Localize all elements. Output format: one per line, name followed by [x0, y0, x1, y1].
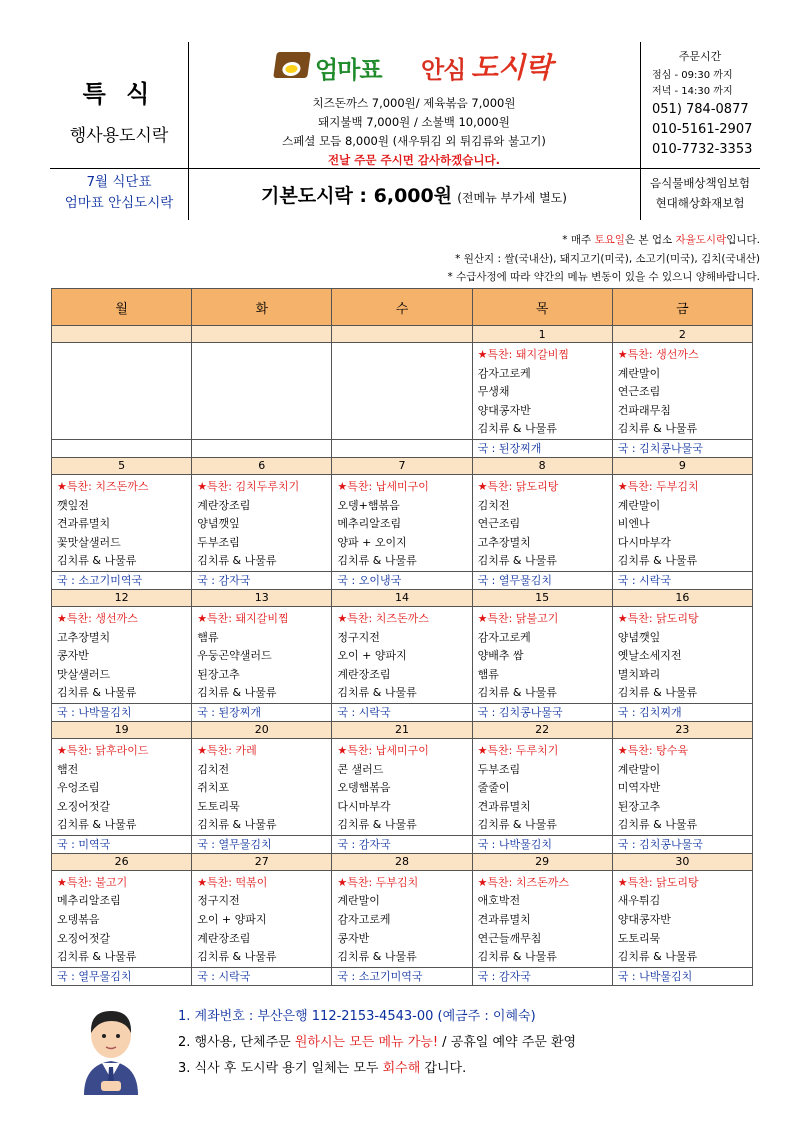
date-cell	[52, 326, 192, 343]
side-dish: 멸치꽈리	[617, 667, 661, 681]
soup-cell: 국 : 감자국	[332, 835, 472, 853]
soup-cell: 국 : 나박물김치	[472, 835, 612, 853]
side-dish: 정구지전	[197, 894, 240, 908]
menu-cell	[332, 606, 472, 703]
brand-logo	[275, 48, 565, 88]
special-dish: ★특찬: 치즈돈까스	[57, 479, 149, 493]
side-dish: 김치류 & 나물류	[617, 950, 698, 964]
special-dish: ★특찬: 돼지갈비찜	[197, 611, 289, 625]
side-dish: 콩자반	[57, 649, 89, 663]
side-dish: 양념깻잎	[197, 517, 240, 531]
date-cell: 27	[192, 853, 332, 870]
side-dish: 김치류 & 나물류	[477, 554, 557, 568]
menu-cell	[612, 474, 752, 571]
side-dish: 오뎅햄볶음	[337, 781, 391, 795]
menu-header	[50, 42, 760, 220]
soup-cell: 국 : 김치찌개	[612, 703, 752, 721]
soup-cell: 국 : 소고기미역국	[52, 571, 192, 589]
date-cell	[332, 326, 472, 343]
side-dish: 메추리알조림	[337, 517, 402, 531]
note-highlight: 자율도시락	[675, 234, 727, 246]
logo-text-1: 엄마표	[315, 56, 382, 84]
insurance-line: 음식물배상책임보험	[650, 176, 750, 190]
special-dish: ★특찬: 두부김치	[617, 479, 699, 493]
date-row	[52, 853, 753, 870]
side-dish: 오징어젓갈	[57, 931, 111, 945]
side-dish: 옛날소세지전	[617, 649, 682, 663]
side-dish: 계란장조림	[197, 931, 251, 945]
special-dish: ★특찬: 생선까스	[617, 348, 699, 361]
menu-month: 7월 식단표	[86, 174, 152, 190]
logo-text-3: 도시락	[471, 51, 553, 84]
menu-cell	[192, 738, 332, 835]
basic-price-note: (전메뉴 부가세 별도)	[457, 191, 567, 205]
menu-calendar	[51, 288, 753, 986]
side-dish: 고추장멸치	[477, 535, 531, 549]
side-dish: 김치류 & 나물류	[57, 818, 137, 832]
weekday-header: 화	[192, 289, 332, 326]
basic-price-label: 기본도시락 : 6,000원	[261, 185, 453, 207]
origin-notice: * 원산지 : 쌀(국내산), 돼지고기(미국), 소고기(미국), 김치(국내산)	[455, 252, 760, 265]
special-dish: ★특찬: 탕수육	[617, 743, 688, 757]
footer-text: 3. 식사 후 도시락 용기 일체는 모두	[178, 1061, 383, 1076]
special-dish: ★특찬: 두루치기	[477, 743, 559, 757]
menu-cell	[192, 474, 332, 571]
special-dish: ★특찬: 불고기	[57, 875, 128, 889]
side-dish: 양배추 쌈	[477, 649, 524, 663]
egg-icon	[281, 62, 301, 76]
side-dish: 메추리알조림	[57, 894, 121, 908]
special-dish: ★특찬: 떡볶이	[197, 875, 268, 889]
weekday-header: 수	[332, 289, 472, 326]
side-dish: 쥐치포	[197, 781, 230, 795]
side-dish: 김치류 & 나물류	[337, 686, 417, 700]
special-dish: ★특찬: 납세미구이	[337, 479, 429, 493]
side-dish: 김치류 & 나물류	[617, 554, 698, 568]
soup-cell: 국 : 시락국	[332, 703, 472, 721]
soup-cell: 국 : 김치콩나물국	[612, 439, 752, 457]
date-cell: 16	[612, 589, 752, 606]
footer-text: 2. 행사용, 단체주문	[178, 1035, 295, 1050]
side-dish: 고추장멸치	[57, 630, 111, 644]
special-dish: ★특찬: 닭도리탕	[617, 611, 699, 625]
logo-text-2: 안심	[421, 56, 466, 84]
side-dish: 우엉조림	[57, 781, 100, 795]
date-cell: 9	[612, 457, 752, 474]
side-dish: 감자고로케	[337, 913, 391, 927]
title-block	[50, 42, 188, 168]
note-text: * 매주	[562, 234, 595, 246]
special-dish: ★특찬: 돼지갈비찜	[477, 348, 570, 361]
special-dish: ★특찬: 닭후라이드	[57, 743, 149, 757]
soup-row	[52, 835, 753, 853]
date-cell: 5	[52, 457, 192, 474]
side-dish: 애호박전	[477, 894, 521, 908]
price-line: 치즈돈까스 7,000원/ 제육볶음 7,000원	[312, 96, 516, 110]
side-dish: 김치류 & 나물류	[197, 554, 277, 568]
date-cell: 13	[192, 589, 332, 606]
soup-cell: 국 : 김치콩나물국	[612, 835, 752, 853]
phone-number: 010-5161-2907	[652, 122, 753, 137]
footer-highlight: 원하시는 모든 메뉴 가능!	[294, 1035, 439, 1050]
side-dish: 맛살샐러드	[57, 667, 111, 681]
soup-cell: 국 : 감자국	[472, 967, 612, 985]
side-dish: 김치류 & 나물류	[197, 818, 277, 832]
weekday-header: 금	[612, 289, 752, 326]
side-dish: 김치류 & 나물류	[57, 554, 137, 568]
side-dish: 계란말이	[617, 366, 661, 380]
menu-cell	[52, 870, 192, 967]
price-list	[188, 94, 640, 170]
date-cell: 28	[332, 853, 472, 870]
weekday-header: 월	[52, 289, 192, 326]
side-dish: 김치류 & 나물류	[617, 422, 698, 436]
date-cell: 21	[332, 721, 472, 738]
soup-cell	[332, 439, 472, 457]
side-dish: 김치류 & 나물류	[337, 554, 417, 568]
side-dish: 연근조림	[617, 385, 661, 399]
soup-cell: 국 : 시락국	[612, 571, 752, 589]
soup-cell	[192, 439, 332, 457]
side-dish: 햄류	[477, 667, 499, 681]
side-dish: 정구지전	[337, 630, 380, 644]
page-title: 특 식	[82, 80, 156, 108]
brand-line: 엄마표 안심도시락	[64, 195, 174, 211]
soup-cell: 국 : 소고기미역국	[332, 967, 472, 985]
soup-cell: 국 : 열무물김치	[472, 571, 612, 589]
menu-cell	[192, 870, 332, 967]
order-time-label: 주문시간	[678, 50, 722, 63]
side-dish: 계란장조림	[197, 498, 251, 512]
soup-cell: 국 : 열무물김치	[52, 967, 192, 985]
side-dish: 도토리묵	[617, 931, 661, 945]
side-dish: 무생채	[477, 385, 510, 399]
special-dish: ★특찬: 생선까스	[57, 611, 138, 625]
group-order-note	[178, 1030, 576, 1056]
side-dish: 양념깻잎	[617, 630, 661, 644]
date-cell: 1	[472, 326, 612, 343]
soup-cell: 국 : 된장찌개	[192, 703, 332, 721]
menu-cell	[332, 870, 472, 967]
side-dish: 꽃맛살샐러드	[57, 535, 121, 549]
price-line: 스페셜 모듬 8,000원 (새우튀김 외 튀김류와 불고기)	[282, 134, 546, 148]
menu-row	[52, 870, 753, 967]
weekday-header: 목	[472, 289, 612, 326]
month-label-block	[50, 168, 188, 220]
side-dish: 양파 + 오이지	[337, 535, 407, 549]
footer-highlight: 회수해	[382, 1061, 421, 1076]
side-dish: 오이 + 양파지	[337, 649, 407, 663]
menu-row	[52, 343, 753, 440]
soup-cell: 국 : 오이냉국	[332, 571, 472, 589]
date-cell: 30	[612, 853, 752, 870]
menu-cell	[612, 738, 752, 835]
side-dish: 비엔나	[617, 517, 650, 531]
side-dish: 김치류 & 나물류	[337, 818, 417, 832]
side-dish: 오뎅+햄볶음	[337, 498, 400, 512]
menu-cell	[472, 606, 612, 703]
special-dish: ★특찬: 김치두루치기	[197, 479, 300, 493]
date-cell: 6	[192, 457, 332, 474]
date-cell: 22	[472, 721, 612, 738]
side-dish: 김치류 & 나물류	[197, 686, 277, 700]
side-dish: 계란말이	[337, 894, 380, 908]
price-line: 돼지불백 7,000원 / 소불백 10,000원	[318, 115, 510, 129]
date-cell	[192, 326, 332, 343]
note-highlight: 토요일	[594, 234, 625, 246]
soup-row	[52, 571, 753, 589]
phone-number: 010-7732-3353	[652, 142, 753, 157]
menu-cell	[332, 474, 472, 571]
side-dish: 콩자반	[337, 931, 370, 945]
side-dish: 김치류 & 나물류	[477, 686, 557, 700]
side-dish: 된장고추	[617, 799, 661, 813]
side-dish: 새우튀김	[617, 894, 661, 908]
side-dish: 김치류 & 나물류	[337, 950, 417, 964]
side-dish: 다시마부각	[337, 799, 391, 813]
side-dish: 두부조림	[477, 762, 521, 776]
date-cell: 15	[472, 589, 612, 606]
insurance-info	[640, 168, 760, 220]
side-dish: 우둥곤약샐러드	[197, 649, 272, 663]
soup-cell: 국 : 열무물김치	[192, 835, 332, 853]
soup-row	[52, 967, 753, 985]
side-dish: 견과류멸치	[477, 799, 531, 813]
date-cell: 7	[332, 457, 472, 474]
side-dish: 견과류멸치	[477, 913, 531, 927]
side-dish: 햄전	[57, 762, 79, 776]
date-cell: 12	[52, 589, 192, 606]
menu-cell	[612, 343, 752, 440]
insurance-line: 현대해상화재보험	[655, 196, 745, 210]
menu-row	[52, 606, 753, 703]
date-row	[52, 326, 753, 343]
special-dish: ★특찬: 닭도리탕	[617, 875, 699, 889]
staff-avatar-icon	[76, 1003, 146, 1095]
side-dish: 김치류 & 나물류	[477, 950, 557, 964]
side-dish: 된장고추	[197, 667, 240, 681]
soup-cell: 국 : 미역국	[52, 835, 192, 853]
menu-cell	[472, 738, 612, 835]
side-dish: 김치전	[477, 498, 510, 512]
side-dish: 감자고로케	[477, 366, 531, 380]
lunchbox-icon	[273, 52, 311, 78]
side-dish: 오징어젓갈	[57, 799, 111, 813]
weekday-header-row	[52, 289, 753, 326]
soup-cell: 국 : 나박물김치	[52, 703, 192, 721]
date-cell: 20	[192, 721, 332, 738]
side-dish: 양대콩자반	[617, 913, 671, 927]
special-dish: ★특찬: 닭불고기	[477, 611, 559, 625]
order-info	[640, 42, 760, 168]
date-cell: 14	[332, 589, 472, 606]
container-return-note	[178, 1056, 576, 1082]
side-dish: 김치류 & 나물류	[617, 818, 698, 832]
date-cell: 29	[472, 853, 612, 870]
side-dish: 계란말이	[617, 498, 661, 512]
side-dish: 김치류 & 나물류	[57, 686, 137, 700]
side-dish: 계란장조림	[337, 667, 391, 681]
menu-row	[52, 474, 753, 571]
soup-cell: 국 : 김치콩나물국	[472, 703, 612, 721]
menu-cell	[52, 343, 192, 440]
side-dish: 건파래무침	[617, 403, 671, 417]
note-text: 은 본 업소	[624, 234, 676, 246]
dinner-time: 저녁 - 14:30 까지	[652, 86, 733, 97]
lunch-time: 점심 - 09:30 까지	[652, 70, 733, 81]
order-notice: 전날 주문 주시면 감사하겠습니다.	[328, 153, 500, 167]
side-dish: 김치류 & 나물류	[477, 818, 557, 832]
side-dish: 도토리묵	[197, 799, 240, 813]
soup-cell	[52, 439, 192, 457]
side-dish: 다시마부각	[617, 535, 671, 549]
side-dish: 줄줄이	[477, 781, 510, 795]
date-row	[52, 721, 753, 738]
menu-cell	[192, 343, 332, 440]
notice-list	[448, 231, 761, 287]
special-dish: ★특찬: 카레	[197, 743, 257, 757]
date-cell: 23	[612, 721, 752, 738]
footer-text: / 공휴일 예약 주문 환영	[438, 1035, 577, 1050]
menu-cell	[612, 606, 752, 703]
side-dish: 연근조림	[477, 517, 521, 531]
side-dish: 오이 + 양파지	[197, 913, 267, 927]
phone-number: 051) 784-0877	[652, 102, 749, 117]
soup-cell: 국 : 된장찌개	[472, 439, 612, 457]
date-row	[52, 589, 753, 606]
menu-cell	[472, 343, 612, 440]
menu-cell	[472, 870, 612, 967]
soup-cell: 국 : 나박물김치	[612, 967, 752, 985]
page-subtitle: 행사용도시락	[69, 126, 169, 146]
menu-cell	[52, 474, 192, 571]
soup-cell: 국 : 감자국	[192, 571, 332, 589]
menu-cell	[612, 870, 752, 967]
side-dish: 김치전	[197, 762, 230, 776]
special-dish: ★특찬: 납세미구이	[337, 743, 429, 757]
side-dish: 김치류 & 나물류	[197, 950, 277, 964]
side-dish: 미역자반	[617, 781, 661, 795]
side-dish: 감자고로케	[477, 630, 531, 644]
menu-cell	[52, 606, 192, 703]
date-cell: 26	[52, 853, 192, 870]
menu-cell	[332, 738, 472, 835]
bank-account: 1. 계좌번호 : 부산은행 112-2153-4543-00 (예금주 : 이혜숙)	[178, 1009, 536, 1024]
note-text: 입니다.	[726, 234, 760, 246]
side-dish: 연근들깨무침	[477, 931, 542, 945]
supply-notice: * 수급사정에 따라 약간의 메뉴 변동이 있을 수 있으니 양해바랍니다.	[447, 271, 760, 283]
saturday-notice	[448, 231, 761, 250]
special-dish: ★특찬: 치즈돈까스	[477, 875, 570, 889]
date-row	[52, 457, 753, 474]
side-dish: 오뎅볶음	[57, 913, 100, 927]
footer-info	[178, 1004, 576, 1082]
side-dish: 두부조림	[197, 535, 240, 549]
soup-cell: 국 : 시락국	[192, 967, 332, 985]
menu-cell	[332, 343, 472, 440]
special-dish: ★특찬: 치즈돈까스	[337, 611, 429, 625]
side-dish: 김치류 & 나물류	[477, 422, 557, 436]
side-dish: 김치류 & 나물류	[617, 686, 698, 700]
basic-price	[188, 168, 640, 220]
date-cell: 2	[612, 326, 752, 343]
soup-row	[52, 439, 753, 457]
side-dish: 콘 샐러드	[337, 762, 384, 776]
side-dish: 김치류 & 나물류	[57, 950, 137, 964]
date-cell: 8	[472, 457, 612, 474]
menu-cell	[192, 606, 332, 703]
menu-cell	[52, 738, 192, 835]
side-dish: 깻잎전	[57, 498, 89, 512]
menu-cell	[472, 474, 612, 571]
side-dish: 햄류	[197, 630, 219, 644]
date-cell: 19	[52, 721, 192, 738]
footer-text: 갑니다.	[420, 1061, 467, 1076]
special-dish: ★특찬: 두부김치	[337, 875, 419, 889]
soup-row	[52, 703, 753, 721]
menu-row	[52, 738, 753, 835]
side-dish: 계란말이	[617, 762, 661, 776]
side-dish: 양대콩자반	[477, 403, 531, 417]
side-dish: 견과류멸치	[57, 517, 111, 531]
special-dish: ★특찬: 닭도리탕	[477, 479, 559, 493]
